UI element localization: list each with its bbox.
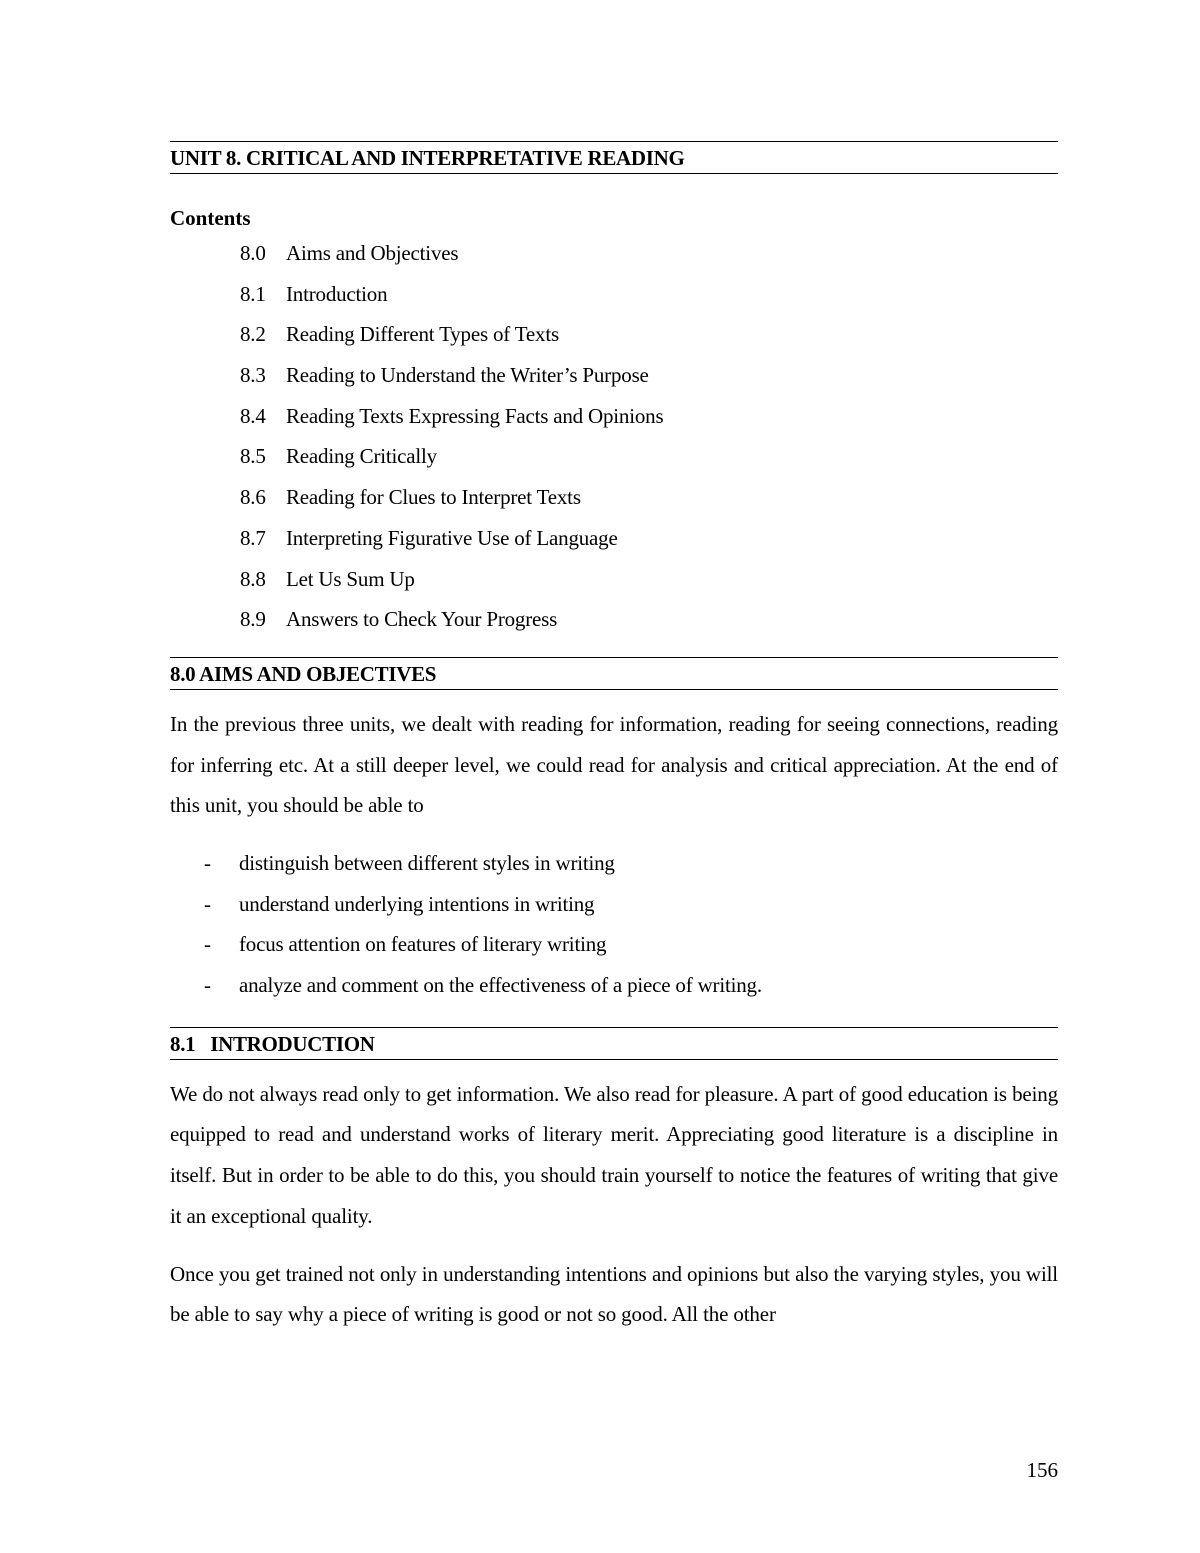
bullet-marker: -	[204, 932, 211, 957]
toc-item	[240, 314, 1058, 355]
unit-title: UNIT 8. CRITICAL AND INTERPRETATIVE READING	[170, 141, 1058, 174]
toc-number: 8.2	[240, 322, 266, 347]
toc-title: Reading Different Types of Texts	[286, 322, 559, 347]
list-item-text: distinguish between different styles in writing	[239, 850, 615, 875]
introduction-heading: 8.1 INTRODUCTION	[170, 1027, 1058, 1060]
page-number: 156	[1026, 1458, 1058, 1482]
introduction-section	[170, 1027, 1058, 1335]
toc-item	[240, 233, 1058, 274]
toc-number: 8.6	[240, 485, 266, 510]
toc-number: 8.4	[240, 403, 266, 428]
toc-title: Let Us Sum Up	[286, 566, 415, 591]
toc-title: Reading Texts Expressing Facts and Opinions	[286, 403, 664, 428]
toc-number: 8.0	[240, 241, 266, 265]
toc-title: Answers to Check Your Progress	[286, 607, 558, 632]
toc-item	[240, 396, 1058, 437]
introduction-paragraph: Once you get trained not only in understanding intentions and opinions but also the varying styles, you will be able to say why a piece of writing is good or not so good. All the other	[170, 1261, 1058, 1327]
toc-title: Reading Critically	[286, 444, 437, 469]
aims-paragraph: In the previous three units, we dealt with reading for information, reading for seeing connections, reading for inferring etc. At a still deeper level, we could read for analysis and critical appreciation. At the end of this unit, you should be able to	[170, 711, 1058, 818]
list-item	[170, 843, 1058, 884]
list-item	[170, 924, 1058, 965]
contents-label: Contents	[170, 206, 251, 230]
list-item-text: focus attention on features of literary writing	[239, 932, 607, 957]
bullet-marker: -	[204, 973, 211, 998]
list-item	[170, 965, 1058, 1006]
objectives-list	[170, 843, 1058, 1006]
aims-heading: 8.0 AIMS AND OBJECTIVES	[170, 657, 1058, 690]
toc-title: Reading for Clues to Interpret Texts	[286, 485, 581, 510]
toc-item	[240, 559, 1058, 600]
toc-item	[240, 477, 1058, 518]
introduction-paragraph: We do not always read only to get information. We also read for pleasure. A part of good education is being equipped to read and understand works of literary merit. Appreciating good literature is a discipline in itself. But in order to be able to do this, you should train yourself to notice the features of writing that give it an exceptional quality.	[170, 1081, 1058, 1228]
bullet-marker: -	[204, 850, 211, 875]
toc-item	[240, 436, 1058, 477]
toc-number: 8.8	[240, 566, 266, 591]
document-page	[170, 141, 1058, 1335]
toc-number: 8.7	[240, 525, 266, 550]
toc-item	[240, 599, 1058, 640]
toc-title: Aims and Objectives	[286, 241, 459, 265]
list-item-text: understand underlying intentions in writing	[239, 891, 595, 916]
aims-section	[170, 657, 1058, 1006]
list-item-text: analyze and comment on the effectiveness of a piece of writing.	[239, 973, 762, 998]
bullet-marker: -	[204, 891, 211, 916]
toc-number: 8.3	[240, 363, 266, 388]
toc-title: Introduction	[286, 281, 388, 306]
list-item	[170, 884, 1058, 925]
toc-item	[240, 355, 1058, 396]
toc-item	[240, 518, 1058, 559]
toc-number: 8.9	[240, 607, 266, 632]
table-of-contents	[170, 233, 1058, 640]
toc-item	[240, 274, 1058, 315]
toc-title: Reading to Understand the Writer’s Purpose	[286, 363, 649, 388]
toc-number: 8.5	[240, 444, 266, 469]
toc-number: 8.1	[240, 281, 266, 306]
toc-title: Interpreting Figurative Use of Language	[286, 525, 618, 550]
